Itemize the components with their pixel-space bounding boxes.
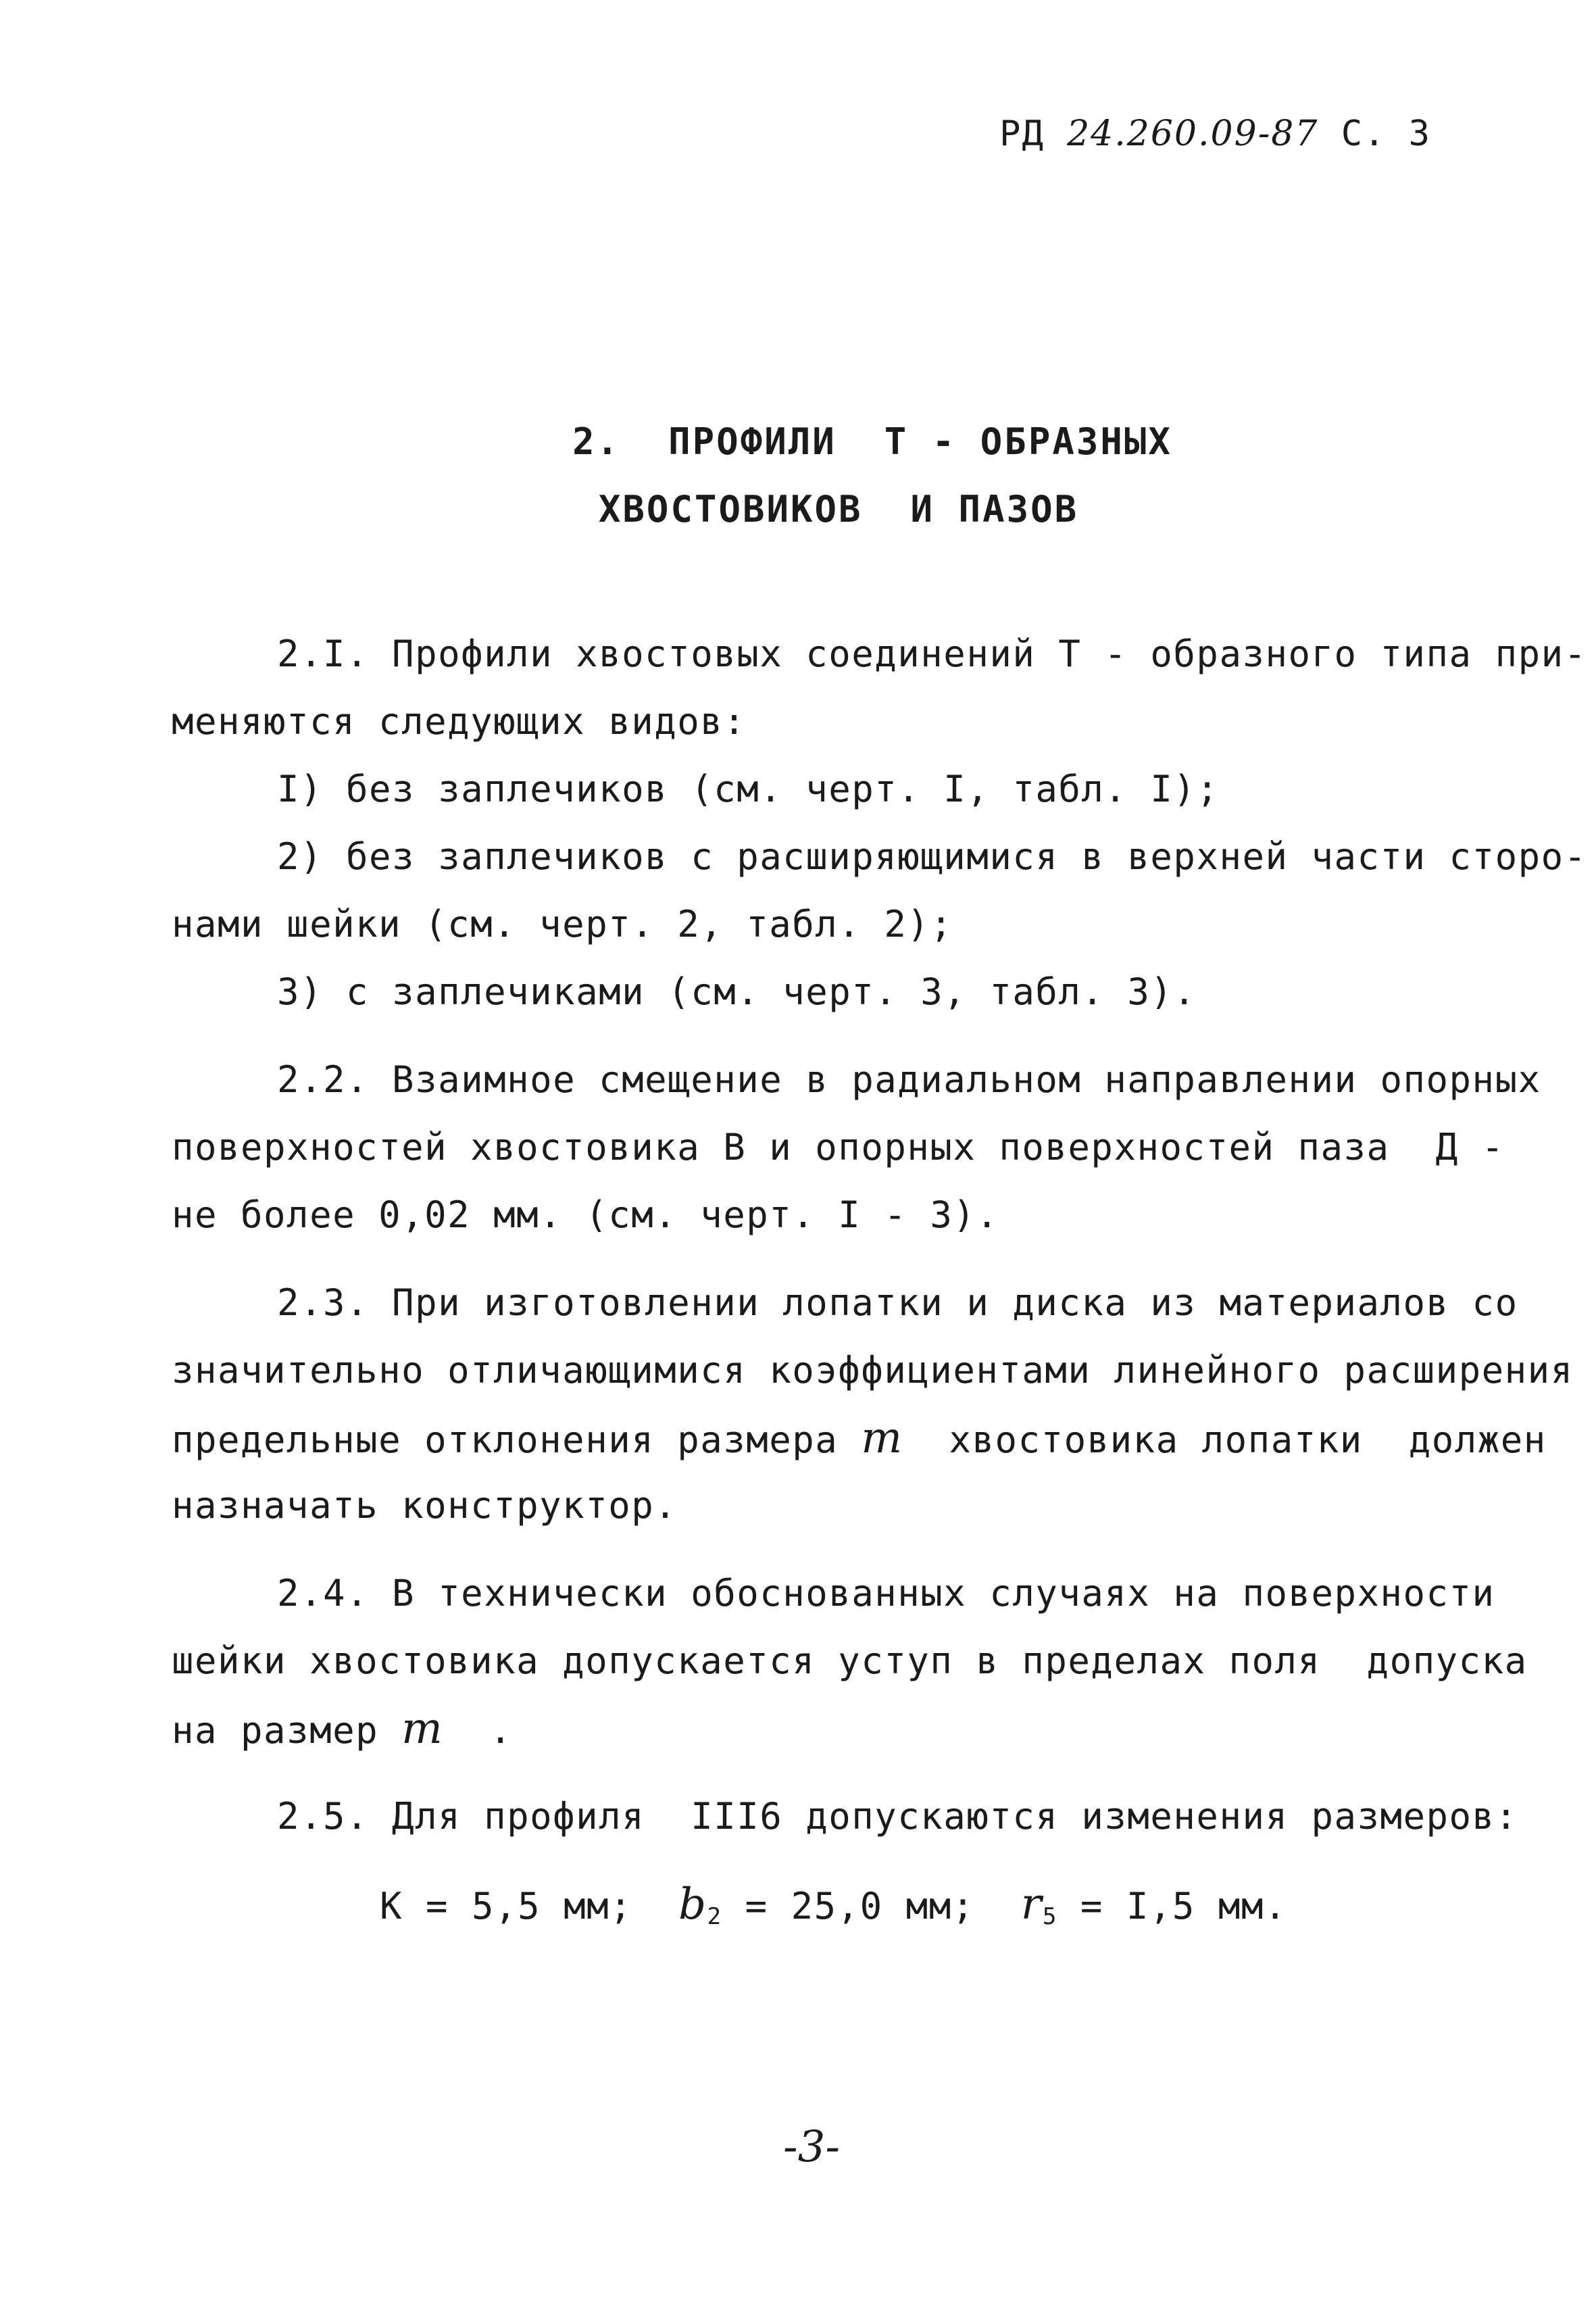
- paragraph-2-5-dimensions: [380, 1871, 1596, 1950]
- section-title-line-2: ХВОСТОВИКОВ И ПАЗОВ: [598, 488, 1079, 531]
- dimension-r5-value: = I,5 мм.: [1057, 1885, 1287, 1927]
- dimension-k: К = 5,5 мм;: [380, 1885, 679, 1927]
- list-item-2-line-2: нами шейки (см. черт. 2, табл. 2);: [172, 903, 953, 945]
- paragraph-2-4-line-1: 2.4. В технически обоснованных случаях на поверхности: [277, 1572, 1495, 1615]
- paragraph-2-2-line-3: не более 0,02 мм. (см. черт. I - 3).: [172, 1193, 999, 1236]
- list-item-3: 3) с заплечиками (см. черт. 3, табл. 3).: [277, 970, 1197, 1013]
- header-document-number: 24.260.09-87: [1067, 114, 1319, 154]
- paragraph-2-4-text-b: .: [443, 1709, 513, 1752]
- paragraph-2-1-line-1: 2.I. Профили хвостовых соединений Т - образного типа при-: [277, 633, 1587, 675]
- header-page-label: С. 3: [1318, 114, 1431, 154]
- variable-m: m: [861, 1413, 903, 1463]
- paragraph-2-1-line-2: меняются следующих видов:: [172, 700, 747, 743]
- paragraph-2-4-text-a: на размер: [172, 1709, 402, 1752]
- page-number: -3-: [783, 2122, 840, 2172]
- dimension-b2-value: = 25,0 мм;: [722, 1885, 1021, 1927]
- paragraph-2-4-line-3: [172, 1695, 1455, 1765]
- variable-r-subscript: 5: [1042, 1903, 1057, 1930]
- variable-r: r: [1020, 1879, 1043, 1929]
- document-header-code: [999, 114, 1431, 154]
- variable-b: b: [678, 1879, 707, 1929]
- variable-b-subscript: 2: [707, 1903, 722, 1930]
- paragraph-2-2-line-1: 2.2. Взаимное смещение в радиальном направлении опорных: [277, 1058, 1541, 1101]
- list-item-1: I) без заплечиков (см. черт. I, табл. I);: [277, 768, 1220, 810]
- paragraph-2-2-line-2: поверхностей хвостовика В и опорных поверхностей паза Д -: [172, 1126, 1505, 1168]
- variable-m: m: [401, 1704, 444, 1754]
- section-title-line-1: 2. ПРОФИЛИ Т - ОБРАЗНЫХ: [572, 420, 1172, 463]
- list-item-2-line-1: 2) без заплечиков с расширяющимися в верхней части сторо-: [277, 835, 1587, 878]
- header-prefix: РД: [999, 114, 1068, 154]
- paragraph-2-3-line-2: значительно отличающимися коэффициентами линейного расширения: [172, 1349, 1574, 1392]
- paragraph-2-3-text-a: предельные отклонения размера: [172, 1419, 862, 1461]
- paragraph-2-3-text-b: хвостовика лопатки должен: [903, 1419, 1547, 1461]
- paragraph-2-3-line-3: [172, 1404, 1547, 1474]
- paragraph-2-5-line-1: 2.5. Для профиля III6 допускаются изменения размеров:: [277, 1795, 1518, 1838]
- paragraph-2-4-line-2: шейки хвостовика допускается уступ в пределах поля допуска: [172, 1640, 1528, 1682]
- paragraph-2-3-line-4: назначать конструктор.: [172, 1484, 678, 1527]
- paragraph-2-3-line-1: 2.3. При изготовлении лопатки и диска из материалов со: [277, 1281, 1518, 1324]
